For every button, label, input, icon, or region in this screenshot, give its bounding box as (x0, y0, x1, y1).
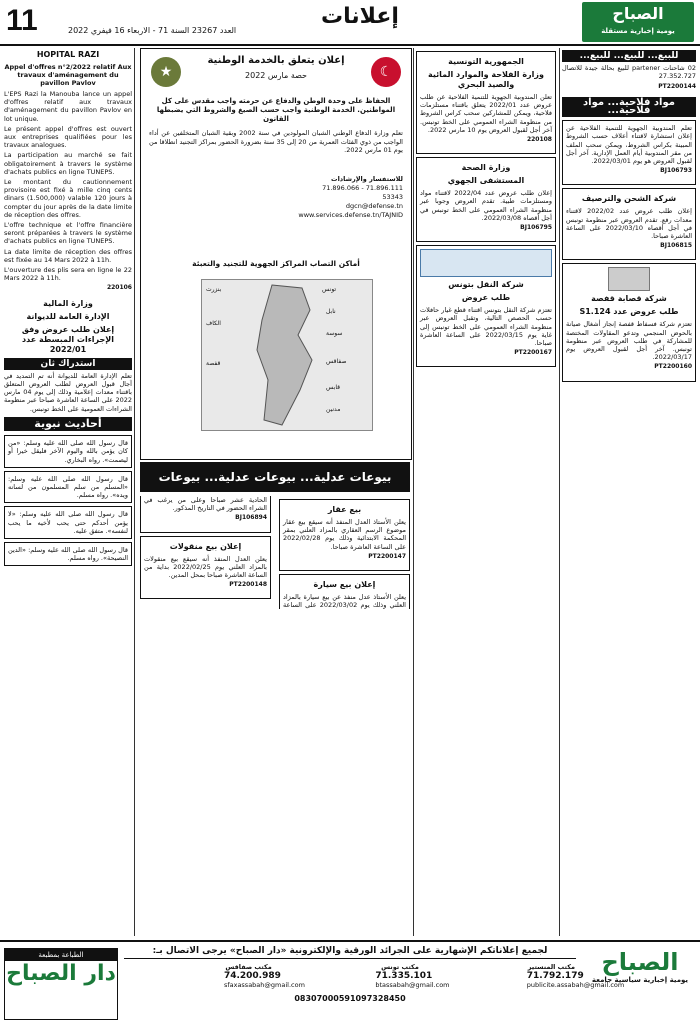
tunisia-map (201, 279, 373, 431)
sale-title: إعلان بيع منقولات (169, 541, 242, 551)
bank-account: 08307000591097328450 (294, 994, 406, 1003)
ad-title: الإدارة العامة للديوانة (26, 311, 110, 321)
logo-tagline: يومية إخبارية مستقلة (601, 27, 675, 35)
ad-title: HOPITAL RAZI (36, 50, 100, 59)
agri-materials-bar: مواد فلاحية... مواد فلاحية... (562, 97, 696, 117)
transport-logo (420, 249, 552, 277)
hadith-item: قال رسول الله صلى الله عليه وسلم: «المسلم من سلم المسلمون من لسانه ويده». رواه مسلم. (4, 471, 132, 504)
ad-reference: 220106 (106, 284, 132, 292)
sale-item (140, 536, 271, 600)
sale-item (279, 499, 410, 571)
hadith-item: قال رسول الله صلى الله عليه وسلم: «لا يؤمن أحدكم حتى يحب لأخيه ما يحب لنفسه». متفق عليه. (4, 506, 132, 539)
footer-print-label: الطباعة بمطبعة (5, 949, 117, 961)
footer-print-name: دار الصباح (6, 961, 116, 986)
ad-title: الجمهورية التونسية (448, 57, 524, 66)
issue-info: العدد 23267 السنة 71 - الاربعاء 16 فيفري 2022 (68, 26, 237, 35)
page-footer (0, 940, 700, 1032)
ad-bar: استدراك ثان (4, 358, 132, 370)
column-rule (559, 48, 560, 936)
health-ad (416, 157, 556, 242)
ad-body: إعلان طلب عروض عدد 2022/02 لاقتناء معدات رفع. تقدم العروض عبر منظومة تونبس في أجل أقصاه 2022/03/10 على الساعة العاشرة صباحا. (566, 207, 693, 241)
national-service-ad (140, 48, 412, 460)
sale-reference: PT2200147 (368, 552, 406, 560)
army-emblem-icon: ★ (151, 57, 181, 87)
ad-paragraph: تعلم الإدارة العامة للديوانة أنه تم التمديد في آجال قبول العروض لطلب العروض المتعلق باقتناء معدات إعلامية وذلك إلى يوم 04 مارس 2022 على الساعة العاشرة صباحا عبر منظومة الشراءات العمومية على الخط تونبس. (4, 371, 132, 413)
column-rule (134, 48, 135, 936)
ad-subtitle: وزارة الفلاحة والموارد المائية والصيد البحري (428, 70, 544, 89)
ad-title: شركة النقل بتونس (448, 280, 524, 290)
city-label: مدنين (326, 406, 341, 413)
ad-subtitle: إعلان طلب عروض وفق الإجراءات المبسطة عدد 2022/01 (21, 324, 115, 354)
office-title: مكتب صفاقس (225, 963, 272, 971)
column-rule (413, 48, 414, 936)
hadith-section-title: أحاديث نبوية (4, 417, 132, 431)
hadith-list (4, 435, 132, 566)
column-5 (562, 48, 696, 936)
city-label: نابل (326, 308, 336, 315)
ad-body: تعتزم شركة النقل بتونس اقتناء قطع غيار حافلات حسب الحصص التالية، وتقبل العروض عبر منظومة الشراء العمومي على الخط تونبس إلى غاية يوم 2022/03/15 على الساعة العاشرة صباحا. (420, 306, 552, 348)
for-sale-bar: للبيع... للبيع... للبيع... (562, 50, 696, 62)
column-4 (416, 48, 556, 936)
ad-paragraph: L'offre technique et l'offre financière seront préparées à travers le système d'achats publics en ligne TUNEPS. (4, 221, 132, 246)
hadith-item: قال رسول الله صلى الله عليه وسلم: «الدين النصيحة». رواه مسلم. (4, 542, 132, 566)
ad-body: تعلن المندوبية الجهوية للتنمية الفلاحية عن طلب عروض عدد 2022/01 يتعلق باقتناء مستلزمات فلاحية، ويمكن للمشاركين سحب كراس الشروط من منظومة الشراء العمومي على الخط تونبس. آخر أجل لقبول العروض يوم 10 مارس 2022. (420, 93, 552, 134)
ad-body: إعلان طلب عروض عدد 2022/04 لاقتناء مواد ومستلزمات طبية. تقدم العروض وجوبا عبر منظومة الشراء العمومي على الخط تونبس في أجل أقصاه 2022/03/08. (420, 189, 552, 222)
contact-hotline: 53343 (382, 193, 403, 201)
flag-emblem-icon: ☾ (371, 57, 401, 87)
office-phone: 74.200.989 (223, 971, 281, 981)
ad-paragraph: Le présent appel d'offres est ouvert aux entreprises qualifiées pour les travaux analogues. (4, 124, 132, 150)
ad-reference: PT2200167 (514, 349, 552, 357)
ad-paragraph: La participation au marché se fait obligatoirement à travers le système d'achats publics en ligne TUNEPS. (4, 151, 132, 176)
city-label: الكاف (206, 320, 221, 327)
phosphate-ad (562, 263, 696, 381)
ad-subtitle: حصة مارس 2022 (245, 71, 307, 80)
office-email: btassabah@gmail.com (375, 981, 450, 989)
ad-title: وزارة المالية (43, 298, 93, 308)
contact-block (149, 175, 403, 220)
ad-reference: PT2200160 (654, 363, 692, 371)
ad-subtitle: Appel d'offres n°2/2022 relatif Aux travaux d'aménagement du pavillon Pavlov (4, 63, 132, 87)
map-title: أماكن التصاب المراكز الجهوية للتجنيد والتعبئة (192, 259, 360, 268)
ad-body: تعلم المندوبية الجهوية للتنمية الفلاحية عن إعلان استشارة لاقتناء أعلاف حسب الشروط المبينة بكراس الشروط، ويمكن سحب الملف من مقر المندوبية أيام العمل الإدارية. آخر أجل لقبول العروض هو يوم 2022/03/01. (566, 124, 692, 166)
sale-text: يعلن العدل المنفذ أنه سيقع بيع منقولات بالمزاد العلني يوم 2022/02/25 بداية من الساعة العاشرة صباحا بمحل المدين. (144, 554, 267, 580)
city-label: صفاقس (326, 358, 347, 365)
footer-newspaper-logo (584, 948, 696, 1018)
city-label: قابس (326, 384, 341, 391)
sale-title: إعلان بيع سيارة (313, 580, 376, 590)
logo-text: الصباح (612, 4, 664, 23)
ad-paragraph: L'EPS Razi la Manouba lance un appel d'offres relatif aux travaux d'aménagement du pavillon Pavlov en lot unique. (4, 90, 132, 123)
contact-phone: 71.896.111 - 71.896.066 (322, 184, 403, 192)
contact-web: www.services.defense.tn/TAJNID (298, 211, 403, 219)
section-title: إعلانات (321, 4, 399, 29)
transport-ad (416, 245, 556, 367)
ad-body: تعلم وزارة الدفاع الوطني الشبان المولودين في سنة 2002 وبقية الشبان المتخلفين عن أداء الواجب من ذوي الفئات العمرية من 20 إلى 35 سنة بضرورة الحضور بمراكز التجنيد انطلاقا من يوم 01 مارس 2022. (149, 129, 403, 154)
ad-intro: الحفاظ على وحدة الوطن والدفاع عن حرمته واجب مقدس على كل المواطنين. الخدمة الوطنية واجب حسب الصيغ والشروط التي يضبطها القانون (156, 97, 396, 123)
customs-ad (4, 299, 132, 413)
agriculture-ad (416, 51, 556, 154)
ad-reference: PT2200144 (658, 82, 696, 90)
left-column (4, 48, 132, 936)
phosphate-logo (608, 267, 650, 291)
ad-paragraph: Le montant du cautionnement provisoire est fixé à mille cinq cents dinars (1.500,000) valable 120 jours à compter du jour après de la date limite de réception des offres. (4, 178, 132, 219)
city-label: سوسة (326, 330, 343, 337)
footer-contact (124, 946, 625, 1003)
page-header (0, 0, 700, 46)
office-email: publicite.assabah@gmail.com (526, 981, 625, 989)
sale-title: بيع عقار (327, 505, 362, 514)
footer-logo-tagline: يومية إخبارية سياسية جامعة (591, 976, 689, 984)
sale-reference: BJ106894 (235, 514, 267, 522)
page-number: 11 (6, 4, 38, 37)
ad-subtitle: طلب عروض عدد S1.124 (579, 307, 679, 317)
ad-title: وزارة الصحة (461, 163, 511, 173)
hadith-item: قال رسول الله صلى الله عليه وسلم: «من كان يؤمن بالله واليوم الآخر فليقل خيرا أو ليصمت». رواه البخاري. (4, 435, 132, 468)
office-email: sfaxassabah@gmail.com (223, 981, 305, 989)
contact-email: dgcn@defense.tn (345, 202, 403, 210)
ad-paragraph: L'ouverture des plis sera en ligne le 22 Mars 2022 à 11h. (4, 266, 132, 283)
ad-body: تعتزم شركة فسفاط قفصة إنجاز أشغال صيانة بالحوض المنجمي وتدعو المقاولات المختصة للمشاركة في طلب العروض عبر منظومة تونبس. آخر أجل لقبول العروض يوم 2022/03/17. (566, 320, 692, 362)
footer-logo-text: الصباح (601, 948, 679, 976)
city-label: قفصة (206, 360, 221, 367)
ad-subtitle: المستشفى الجهوي (447, 176, 525, 186)
port-ad (562, 188, 696, 260)
footer-heading: لجميع إعلاناتكم الإشهارية على الجرائد الورقية والإلكترونية «دار الصباح» يرجى الاتصال بـ: (124, 946, 576, 959)
city-label: تونس (322, 286, 337, 293)
ad-title: إعلان يتعلق بالخدمة الوطنية (207, 55, 345, 66)
ad-reference: 220108 (526, 136, 552, 144)
ad-reference: BJ106795 (520, 224, 552, 232)
office-title: مكتب تونس (381, 963, 419, 971)
footer-print-logo (4, 948, 118, 1020)
ad-title: شركة قصابة قفصة (591, 294, 667, 304)
ad-subtitle: طلب عروض (461, 293, 511, 303)
for-sale-ad: 02 شاحنات partener للبيع بحالة جيدة للاتصال 27.352.727 (562, 64, 696, 81)
office-phone: 71.335.101 (375, 971, 433, 981)
office-title: مكتب المنستير (527, 963, 576, 971)
office-phone: 71.792.179 (526, 971, 584, 981)
sale-reference: PT2200148 (229, 581, 267, 589)
newspaper-logo (582, 2, 694, 42)
ad-reference: BJ106815 (660, 242, 692, 250)
judicial-sales-list (140, 496, 410, 936)
ad-reference: BJ106793 (660, 167, 692, 175)
sale-text: يعلن الأستاذ العدل المنفذ أنه سيقع بيع عقار موضوع الرسم العقاري بالمزاد العلني بمقر المحكمة الابتدائية وذلك يوم 2022/02/28 على الساعة العاشرة صباحا. (283, 518, 406, 551)
ad-title: شركة الشحن والترصيف (581, 194, 677, 204)
contact-title: للاستفسار والإرشادات (331, 175, 403, 183)
agri-materials-ad (562, 120, 696, 185)
footer-offices (124, 963, 625, 990)
ad-paragraph: La date limite de réception des offres est fixée au 14 Mars 2022 à 11h. (4, 247, 132, 264)
judicial-sales-bar: بيوعات عدلية... بيوعات عدلية... بيوعات عدلية... (140, 462, 410, 492)
sale-text: يعلن الأستاذ عدل منفذ عن بيع سيارة بالمزاد العلني وذلك يوم 2022/03/02 على الساعة الحادية عشر صباحا وعلى من يرغب في الشراء الحضور في التاريخ المذكور. (144, 496, 406, 610)
office-sfax (124, 963, 305, 990)
hopital-razi-ad (4, 50, 132, 293)
city-label: بنزرت (206, 286, 222, 293)
